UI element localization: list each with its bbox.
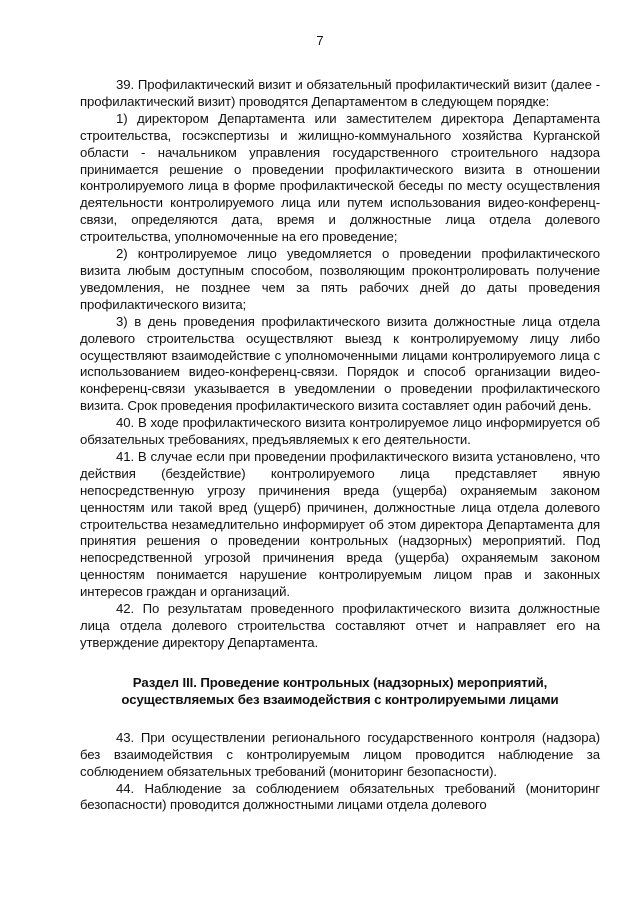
paragraph-39-item-1: 1) директором Департамента или заместителем директора Департамента строительства, госэкспертизы и жилищно-коммунального хозяйства Курганской области - начальником управления государственного строительного надзора принимается решение о проведении профилактического визита в отношении контролируемого лица в форме профилактической беседы по месту осуществления деятельности контролируемого лица или путем использования видео-конференц-связи, определяются дата, время и должностные лица отдела долевого строительства, уполномоченные на его проведение; <box>80 110 600 245</box>
section-heading-line-1: Раздел III. Проведение контрольных (надзорных) мероприятий, <box>132 674 548 690</box>
paragraph-43: 43. При осуществлении регионального государственного контроля (надзора) без взаимодействия с контролируемым лицом проводится наблюдение за соблюдением обязательных требований (мониторинг безопасности). <box>80 729 600 779</box>
paragraph-40: 40. В ходе профилактического визита контролируемое лицо информируется об обязательных требованиях, предъявляемых к его деятельности. <box>80 415 600 448</box>
paragraph-42: 42. По результатам проведенного профилактического визита должностные лица отдела долевого строительства составляют отчет и направляет его на утверждение директору Департамента. <box>80 601 600 650</box>
paragraph-41: 41. В случае если при проведении профилактического визита установлено, что действия (бездействие) контролируемого лица представляет явную непосредственную угрозу причинения вреда (ущерба) охраняемым законом ценностям или такой вред (ущерб) причинен, должностные лица отдела долевого строительства незамедлительно информирует об этом директора Департамента для принятия решения о проведении контрольных (надзорных) мероприятий. Под непосредственной угрозой причинения вреда (ущерба) охраняемым законом ценностям понимается нарушение контролируемым лицом прав и законных интересов граждан и организаций. <box>80 448 600 600</box>
paragraph-39: 39. Профилактический визит и обязательный профилактический визит (далее - профилактический визит) проводятся Департаментом в следующем порядке: <box>80 77 600 109</box>
section-heading-line-2: осуществляемых без взаимодействия с контролируемыми лицами <box>121 691 559 707</box>
paragraph-39-item-2: 2) контролируемое лицо уведомляется о проведении профилактического визита любым доступным способом, позволяющим проконтролировать получение уведомления, не позднее чем за пять рабочих дней до даты проведения профилактического визита; <box>80 246 600 312</box>
section-heading <box>80 674 600 708</box>
page-number: 7 <box>316 33 324 48</box>
paragraph-39-item-3: 3) в день проведения профилактического визита должностные лица отдела долевого строительства осуществляют выезд к контролируемому лицу либо осуществляют взаимодействие с уполномоченными лицами контролируемого лица с использованием видео-конференц-связи. Порядок и способ организации видео-конференц-связи указывается в уведомлении о проведении профилактического визита. Срок проведения профилактического визита составляет один рабочий день. <box>80 313 600 414</box>
paragraph-44: 44. Наблюдение за соблюдением обязательных требований (мониторинг безопасности) проводится должностными лицами отдела долевого <box>80 780 600 813</box>
document-body <box>80 77 600 814</box>
